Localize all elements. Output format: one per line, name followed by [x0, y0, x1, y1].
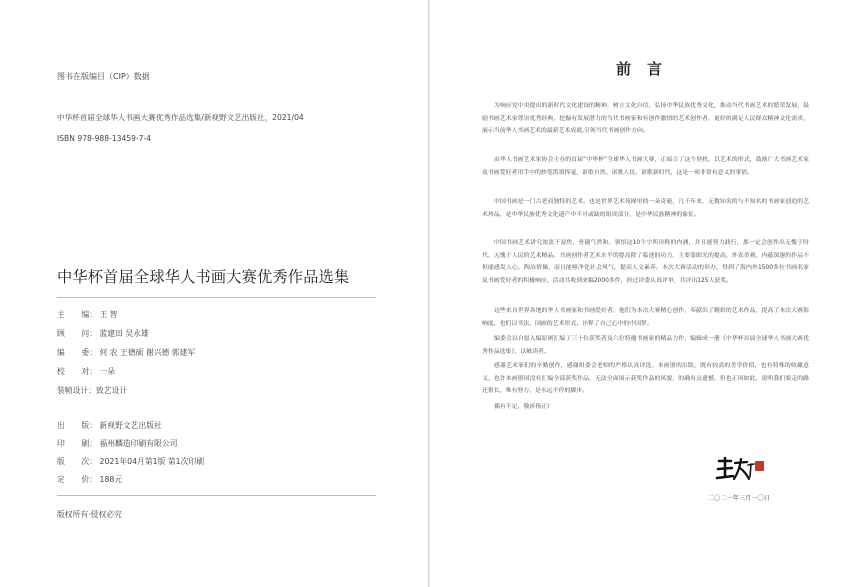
divider-rule	[57, 495, 376, 496]
preface-paragraph: 这些来自世界各地的华人书画家和书画爱好者，他们为本次大赛精心创作，奉献出了精彩的艺术作品，提高了本次大赛影响度，也们以书法、国画的艺术形式，诠释了自己心中的中国梦。	[482, 308, 809, 327]
handwritten-signature	[713, 455, 773, 483]
preface-date: 二〇二一年三月一〇日	[708, 495, 770, 502]
preface-paragraph: 中国书画艺术讲究浓淡干湿焦，骨随气然和。领悟这10个字所诠释的内涵，并且能努力践行，那一定会创作出无愧于时代，无愧于人民的艺术精品。书画创作者艺术水平的提高除了临池的功力，主要靠眼光的提高，外表美观，内蕴深邃的作品不但能感发人心，陶冶情操，而且能够净化社会风气，提高人文素养。本次大赛活动的举办，得到了海内外1500多位书画名家及书画爱好者的积极响应，活动共收到来稿2000多件，经过评委认真评审，共评出125人获奖。	[482, 240, 809, 284]
preface-paragraph: 编委会以自愿入编原则汇编了三十位获奖者及六位特邀书画家的精品力作，编辑成一册《中华杯首届全球华人书画大赛优秀作品选集》，以飨读者。	[482, 336, 809, 355]
credit-label: 校 对：	[57, 367, 97, 376]
credit-label: 编 委：	[57, 348, 97, 357]
pub-publisher	[57, 420, 162, 431]
preface-paragraph: 为响应党中央提出的新时代文化建设的精神，树立文化自信，弘扬中华民族优秀文化，推动当代书画艺术的繁荣发展，鼓励书画艺术家尊崇优秀经典，挖掘有发展潜力的当代书画家和有创作激情的艺术创作者，更好的满足人民群众精神文化需求，展示当前华人书画艺术的最新艺术成就,引领当代书画创作方向。	[482, 103, 809, 135]
credit-label: 主 编：	[57, 310, 97, 319]
isbn: ISBN 978-988-13459-7-4	[57, 134, 152, 143]
cip-heading: 图书在版编目（CIP）数据	[57, 72, 150, 81]
preface-paragraph: 由华人书画艺术家协会主办的首届“中华杯”全球华人书画大赛，正暗合了这个契机，以艺术的形式，鼓励广大书画艺术家及书画爱好者用手中的妙笔泼墨挥毫，讴歌自然、讴歌人民，讴歌新时代，这是一项非常有意义的事情。	[482, 157, 809, 176]
red-seal-stamp	[755, 461, 764, 471]
credit-committee	[57, 347, 195, 358]
credit-value: 蓝建田 吴永雄	[99, 329, 149, 338]
pub-value: 2021年04月第1版 第1次印刷	[99, 457, 205, 466]
credit-label: 顾 问：	[57, 329, 97, 338]
pub-edition	[57, 456, 204, 467]
book-title: 中华杯首届全球华人书画大赛优秀作品选集	[57, 268, 350, 286]
divider-rule	[57, 297, 376, 298]
right-page	[430, 0, 859, 587]
cip-entry: 中华杯首届全球华人书画大赛优秀作品选集/新视野文艺出版社，2021/04	[57, 113, 304, 122]
credit-value: 王 智	[99, 310, 118, 319]
copyright-notice: 版权所有·侵权必究	[57, 510, 122, 519]
pub-label: 版 次：	[57, 457, 97, 466]
credit-advisor	[57, 328, 149, 339]
credit-proofreader	[57, 366, 115, 377]
preface-paragraph: 中国书画是一门古老而独特的艺术，也是世界艺术苑囿里的一朵奇葩，几千年来，无数知名的与不知名的书画家创造的艺术珍品，是中华民族优秀文化遗产中不可或缺的组成部分，是中华民族精神的象征。	[482, 199, 809, 218]
pub-label: 定 价：	[57, 475, 97, 484]
credit-design	[57, 385, 127, 396]
credit-value: 致艺设计	[95, 386, 128, 395]
pub-printer	[57, 438, 177, 449]
credit-label: 装帧设计：	[57, 386, 96, 395]
pub-value: 新视野文艺出版社	[99, 421, 162, 430]
pub-label: 出 版：	[57, 421, 97, 430]
credit-value: 一朵	[99, 367, 116, 376]
pub-price	[57, 474, 122, 485]
pub-value: 188元	[99, 475, 123, 484]
credit-value: 何 农 王德硕 谢兴德 郭建军	[99, 348, 196, 357]
preface-paragraph: 感谢艺术家们的辛勤创作，感谢组委会老师的严格认真评选。本画册的出版，既有较高的美学价值，也有特殊的收藏意义，也许本画册因没有汇编全部获奖作品，无法全面展示获奖作品的风貌，的确有点遗憾，但也正因如此，说明我们要走的路还很长，唯有努力，是永远不停的脚步。	[482, 363, 809, 395]
pub-value: 福州麟造印刷有限公司	[99, 439, 178, 448]
left-page	[0, 0, 429, 587]
pub-label: 印 刷：	[57, 439, 97, 448]
credit-editor	[57, 309, 118, 320]
preface-paragraph: 偶有不足，敬祈指正!	[494, 404, 550, 410]
preface-title: 前言	[616, 60, 679, 78]
